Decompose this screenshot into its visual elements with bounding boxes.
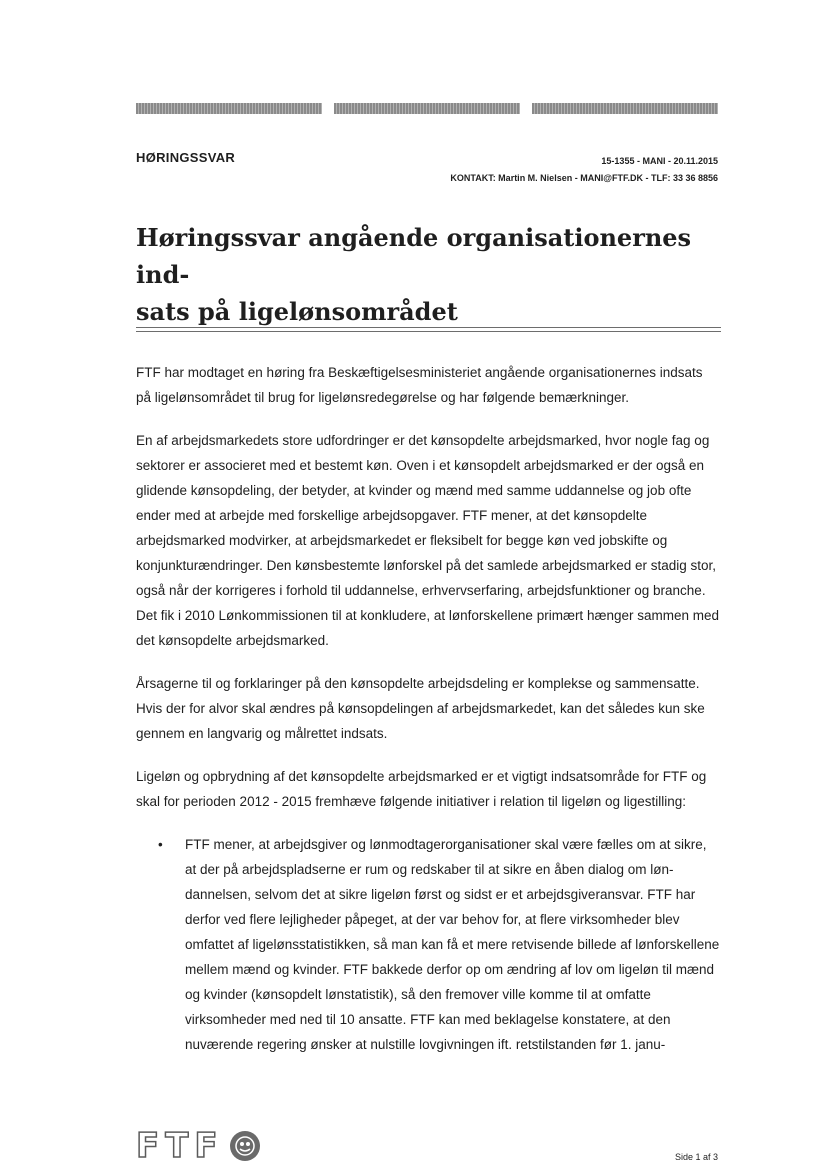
page-number: Side 1 af 3 [674,1152,718,1162]
reference-line: 15-1355 - MANI - 20.11.2015 [601,156,718,166]
document-title [136,219,721,330]
title-divider-bottom [136,331,721,332]
ftf-logo [136,1128,260,1164]
paragraph: Årsagerne til og forklaringer på den kønsopdelte arbejdsdeling er komplekse og sammensatte. Hvis der for alvor skal ændres på kønsopdelingen af arbejdsmarkedet, kan det således kun ske gennem en langvarig og målrettet indsats. [136,676,705,741]
paragraph: En af arbejdsmarkedets store udfordringer er det kønsopdelte arbejdsmarked, hvor nogle fag og sektorer er associeret med et bestemt køn. Oven i et kønsopdelt arbejdsmarked er der også en glidende kønsopdeling, der betyder, at kvinder og mænd med samme uddannelse og job ofte ender med at arbejde med forskellige arbejdsopgaver. FTF mener, at det kønsopdelte arbejdsmarked modvirker, at arbejdsmarkedet er fleksibelt for begge køn ved jobskifte og konjunkturændringer. Den kønsbestemte lønforskel på det samlede arbejdsmarked er stadig stor, også når der korrigeres i forhold til uddannelse, erhvervserfaring, arbejdsfunktioner og branche. Det fik i 2010 Lønkommissionen til at konkludere, at lønforskellene primært hænger sammen med det kønsopdelte arbejdsmarked. [136,433,719,648]
bullet-item [136,832,721,1057]
ftf-logo-text: FTF [136,1126,224,1166]
title-line-1: Høringssvar angående organisationernes ind- [136,223,692,289]
paragraph: FTF har modtaget en høring fra Beskæftigelsesministeriet angående organisationernes indsats på ligelønsområdet til brug for ligelønsredegørelse og har følgende bemærkninger. [136,365,703,405]
document-meta [450,153,718,187]
paragraph: Ligeløn og opbrydning af det kønsopdelte arbejdsmarked er et vigtigt indsatsområde for FTF og skal for perioden 2012 - 2015 fremhæve følgende initiativer i relation til ligeløn og ligestilling: [136,769,707,809]
document-body [136,360,721,1057]
title-line-2: sats på ligelønsområdet [136,297,458,326]
document-type-label: HØRINGSSVAR [136,150,236,165]
title-divider-top [136,327,721,328]
header-bar [334,103,520,114]
header-decorative-bars [136,103,718,114]
bullet-text: FTF mener, at arbejdsgiver og lønmodtagerorganisationer skal være fælles om at sikre, at der på arbejdspladserne er rum og redskaber til at sikre en åben dialog om løndannelsen, selvom det at sikre ligeløn først og sidst er et arbejdsgiveransvar. FTF har derfor ved flere lejligheder påpeget, at der var behov for, at flere virksomheder blev omfattet af ligelønsstatistikken, så man kan få et mere retvisende billede af lønforskellene mellem mænd og kvinder. FTF bakkede derfor op om ændring af lov om ligeløn til mænd og kvinder (kønsopdelt lønstatistik), så den fremover ville komme til at omfatte virksomheder med ned til 10 ansatte. FTF kan med beklagelse konstatere, at den nuværende regering ønsker at nulstille lovgivningen ift. retstilstanden før 1. janu- [185,837,720,1052]
seal-icon [230,1131,260,1161]
contact-line: KONTAKT: Martin M. Nielsen - MANI@FTF.DK - TLF: 33 36 8856 [450,173,718,183]
bullet-symbol: • [158,837,163,852]
header-bar [136,103,322,114]
header-bar [532,103,718,114]
